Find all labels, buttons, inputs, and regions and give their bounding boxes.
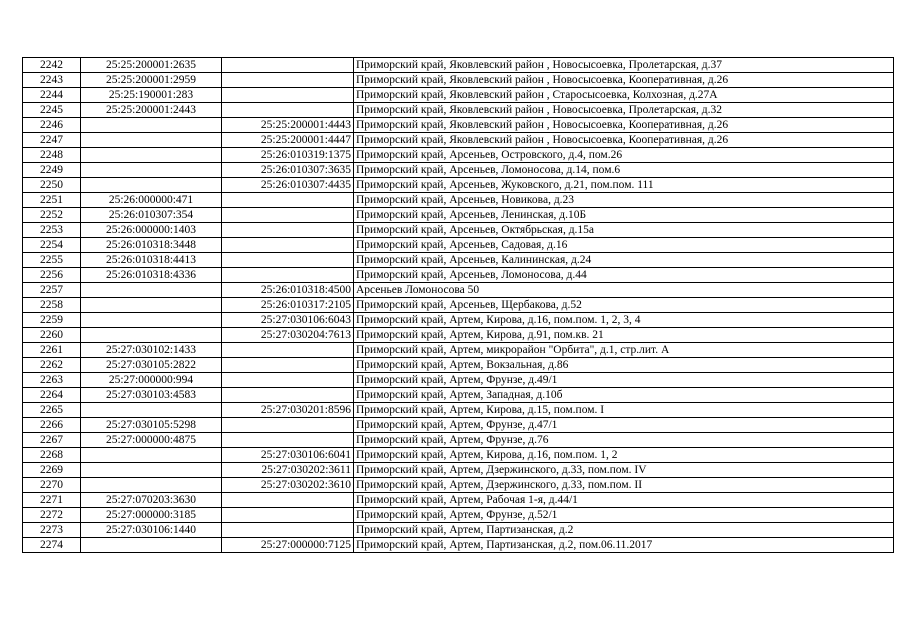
address-cell: Приморский край, Артем, Кирова, д.16, пом.пом. 1, 2 [354,448,894,463]
cadastral-number-alt-cell [222,388,354,403]
row-number-cell: 2252 [23,208,81,223]
table-row [23,433,894,448]
table-row [23,418,894,433]
address-cell: Приморский край, Артем, Фрунзе, д.52/1 [354,508,894,523]
cadastral-number-alt-cell: 25:26:010318:4500 [222,283,354,298]
row-number-cell: 2271 [23,493,81,508]
row-number-cell: 2265 [23,403,81,418]
table-row [23,268,894,283]
table-row [23,118,894,133]
cadastral-number-cell: 25:25:190001:283 [81,88,222,103]
cadastral-number-cell [81,298,222,313]
row-number-cell: 2249 [23,163,81,178]
cadastral-number-cell [81,163,222,178]
address-cell: Приморский край, Артем, Кирова, д.15, пом.пом. I [354,403,894,418]
cadastral-number-alt-cell [222,223,354,238]
cadastral-number-alt-cell [222,508,354,523]
address-cell: Приморский край, Арсеньев, Жуковского, д.21, пом.пом. 111 [354,178,894,193]
table-row [23,508,894,523]
cadastral-number-alt-cell: 25:25:200001:4443 [222,118,354,133]
address-cell: Приморский край, Яковлевский район , Новосысоевка, Кооперативная, д.26 [354,133,894,148]
row-number-cell: 2269 [23,463,81,478]
address-cell: Приморский край, Арсеньев, Щербакова, д.52 [354,298,894,313]
address-cell: Приморский край, Артем, Вокзальная, д.86 [354,358,894,373]
cadastral-number-cell: 25:27:030103:4583 [81,388,222,403]
cadastral-number-alt-cell [222,208,354,223]
cadastral-number-alt-cell: 25:26:010319:1375 [222,148,354,163]
address-cell: Приморский край, Арсеньев, Ломоносова, д.44 [354,268,894,283]
cadastral-number-cell: 25:26:000000:471 [81,193,222,208]
row-number-cell: 2258 [23,298,81,313]
cadastral-number-cell: 25:27:070203:3630 [81,493,222,508]
row-number-cell: 2251 [23,193,81,208]
address-cell: Приморский край, Артем, Кирова, д.91, пом.кв. 21 [354,328,894,343]
cadastral-number-cell [81,448,222,463]
table-row [23,403,894,418]
table-row [23,193,894,208]
cadastral-number-cell [81,133,222,148]
address-cell: Приморский край, Яковлевский район , Новосысоевка, Кооперативная, д.26 [354,73,894,88]
cadastral-number-alt-cell [222,358,354,373]
cadastral-number-alt-cell [222,373,354,388]
table-row [23,238,894,253]
cadastral-number-alt-cell: 25:27:030201:8596 [222,403,354,418]
row-number-cell: 2248 [23,148,81,163]
row-number-cell: 2268 [23,448,81,463]
cadastral-number-alt-cell: 25:26:010307:4435 [222,178,354,193]
row-number-cell: 2263 [23,373,81,388]
table-row [23,493,894,508]
cadastral-number-cell: 25:27:030105:2822 [81,358,222,373]
row-number-cell: 2259 [23,313,81,328]
row-number-cell: 2260 [23,328,81,343]
row-number-cell: 2272 [23,508,81,523]
address-cell: Приморский край, Арсеньев, Ломоносова, д.14, пом.6 [354,163,894,178]
table-row [23,313,894,328]
table-row [23,88,894,103]
table-row [23,283,894,298]
address-cell: Приморский край, Артем, Партизанская, д.2 [354,523,894,538]
cadastral-number-cell: 25:27:030106:1440 [81,523,222,538]
cadastral-number-cell [81,148,222,163]
row-number-cell: 2270 [23,478,81,493]
table-row [23,148,894,163]
address-cell: Приморский край, Артем, Партизанская, д.2, пом.06.11.2017 [354,538,894,553]
row-number-cell: 2262 [23,358,81,373]
cadastral-number-cell [81,538,222,553]
row-number-cell: 2273 [23,523,81,538]
row-number-cell: 2274 [23,538,81,553]
cadastral-number-cell: 25:26:010307:354 [81,208,222,223]
cadastral-number-alt-cell [222,523,354,538]
cadastral-number-alt-cell [222,103,354,118]
cadastral-number-alt-cell: 25:26:010317:2105 [222,298,354,313]
cadastral-number-alt-cell [222,433,354,448]
table-row [23,73,894,88]
cadastral-number-alt-cell [222,73,354,88]
table-row [23,58,894,73]
table-row [23,328,894,343]
address-cell: Арсеньев Ломоносова 50 [354,283,894,298]
address-cell: Приморский край, Артем, Западная, д.10б [354,388,894,403]
table-row [23,478,894,493]
cadastral-number-cell: 25:26:010318:4336 [81,268,222,283]
cadastral-number-alt-cell [222,193,354,208]
cadastral-number-cell [81,478,222,493]
cadastral-number-alt-cell: 25:27:030106:6043 [222,313,354,328]
address-cell: Приморский край, Арсеньев, Новикова, д.23 [354,193,894,208]
address-cell: Приморский край, Яковлевский район , Старосысоевка, Колхозная, д.27А [354,88,894,103]
cadastral-number-alt-cell [222,238,354,253]
cadastral-number-alt-cell [222,418,354,433]
address-cell: Приморский край, Арсеньев, Островского, д.4, пом.26 [354,148,894,163]
table-row [23,163,894,178]
cadastral-number-cell [81,403,222,418]
row-number-cell: 2256 [23,268,81,283]
cadastral-number-cell: 25:26:010318:4413 [81,253,222,268]
row-number-cell: 2264 [23,388,81,403]
cadastral-number-alt-cell [222,493,354,508]
table-row [23,223,894,238]
address-cell: Приморский край, Арсеньев, Садовая, д.16 [354,238,894,253]
cadastral-number-cell [81,178,222,193]
address-cell: Приморский край, Яковлевский район , Новосысоевка, Пролетарская, д.37 [354,58,894,73]
table-row [23,538,894,553]
row-number-cell: 2253 [23,223,81,238]
address-cell: Приморский край, Артем, микрорайон "Орбита", д.1, стр.лит. А [354,343,894,358]
cadastral-number-cell [81,313,222,328]
address-cell: Приморский край, Арсеньев, Октябрьская, д.15а [354,223,894,238]
cadastral-number-alt-cell: 25:27:030202:3610 [222,478,354,493]
table-row [23,133,894,148]
row-number-cell: 2243 [23,73,81,88]
cadastral-number-alt-cell [222,343,354,358]
row-number-cell: 2242 [23,58,81,73]
cadastral-number-alt-cell [222,88,354,103]
cadastral-number-alt-cell: 25:25:200001:4447 [222,133,354,148]
cadastral-number-cell [81,463,222,478]
address-cell: Приморский край, Яковлевский район , Новосысоевка, Пролетарская, д.32 [354,103,894,118]
cadastral-number-alt-cell: 25:27:000000:7125 [222,538,354,553]
cadastral-number-cell: 25:26:000000:1403 [81,223,222,238]
row-number-cell: 2257 [23,283,81,298]
address-cell: Приморский край, Артем, Дзержинского, д.33, пом.пом. II [354,478,894,493]
cadastral-number-cell [81,118,222,133]
row-number-cell: 2255 [23,253,81,268]
address-cell: Приморский край, Артем, Фрунзе, д.49/1 [354,373,894,388]
row-number-cell: 2246 [23,118,81,133]
registry-table-body [23,58,894,553]
table-row [23,463,894,478]
cadastral-number-alt-cell: 25:27:030106:6041 [222,448,354,463]
cadastral-number-cell: 25:27:000000:4875 [81,433,222,448]
row-number-cell: 2267 [23,433,81,448]
cadastral-number-alt-cell: 25:27:030202:3611 [222,463,354,478]
address-cell: Приморский край, Артем, Фрунзе, д.76 [354,433,894,448]
table-row [23,343,894,358]
cadastral-number-cell: 25:25:200001:2443 [81,103,222,118]
row-number-cell: 2250 [23,178,81,193]
cadastral-number-cell: 25:27:030105:5298 [81,418,222,433]
address-cell: Приморский край, Арсеньев, Ленинская, д.10Б [354,208,894,223]
cadastral-number-cell: 25:25:200001:2959 [81,73,222,88]
table-row [23,178,894,193]
row-number-cell: 2266 [23,418,81,433]
cadastral-number-cell: 25:27:000000:3185 [81,508,222,523]
cadastral-number-alt-cell: 25:27:030204:7613 [222,328,354,343]
address-cell: Приморский край, Артем, Кирова, д.16, пом.пом. 1, 2, 3, 4 [354,313,894,328]
table-row [23,373,894,388]
address-cell: Приморский край, Артем, Дзержинского, д.33, пом.пом. IV [354,463,894,478]
table-row [23,358,894,373]
row-number-cell: 2261 [23,343,81,358]
cadastral-number-alt-cell [222,253,354,268]
cadastral-number-cell: 25:25:200001:2635 [81,58,222,73]
address-cell: Приморский край, Яковлевский район , Новосысоевка, Кооперативная, д.26 [354,118,894,133]
cadastral-number-alt-cell [222,268,354,283]
cadastral-number-cell: 25:26:010318:3448 [81,238,222,253]
row-number-cell: 2254 [23,238,81,253]
row-number-cell: 2245 [23,103,81,118]
row-number-cell: 2247 [23,133,81,148]
row-number-cell: 2244 [23,88,81,103]
cadastral-number-cell: 25:27:030102:1433 [81,343,222,358]
property-registry-table [22,57,894,553]
table-row [23,208,894,223]
cadastral-number-cell: 25:27:000000:994 [81,373,222,388]
table-row [23,298,894,313]
address-cell: Приморский край, Арсеньев, Калининская, д.24 [354,253,894,268]
address-cell: Приморский край, Артем, Рабочая 1-я, д.44/1 [354,493,894,508]
table-row [23,253,894,268]
table-row [23,448,894,463]
table-row [23,103,894,118]
table-row [23,523,894,538]
cadastral-number-alt-cell [222,58,354,73]
cadastral-number-cell [81,328,222,343]
cadastral-number-alt-cell: 25:26:010307:3635 [222,163,354,178]
table-row [23,388,894,403]
address-cell: Приморский край, Артем, Фрунзе, д.47/1 [354,418,894,433]
cadastral-number-cell [81,283,222,298]
